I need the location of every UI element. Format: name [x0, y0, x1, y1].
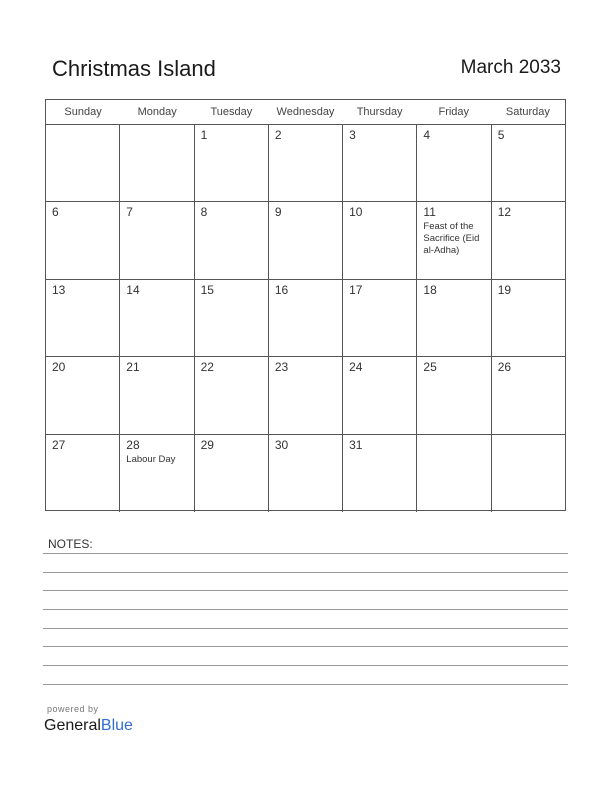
day-number: 8 — [200, 205, 208, 220]
day-number: 6 — [52, 205, 59, 220]
logo-general: General — [44, 717, 101, 734]
weekday-monday: Monday — [137, 106, 177, 118]
day-cell — [342, 435, 416, 512]
day-cell — [342, 357, 416, 433]
day-cell — [119, 202, 193, 278]
day-cell — [46, 125, 119, 201]
weeks-container — [46, 125, 565, 512]
holiday-event: Labour Day — [126, 453, 176, 465]
day-number: 31 — [349, 437, 363, 452]
day-cell — [194, 435, 268, 512]
day-cell — [491, 435, 565, 512]
day-number: 13 — [52, 282, 66, 297]
day-number: 24 — [349, 360, 363, 375]
notes-line — [43, 553, 568, 554]
day-number: 27 — [52, 437, 66, 452]
day-cell — [119, 435, 193, 512]
generalblue-logo[interactable] — [44, 717, 133, 735]
day-number: 3 — [349, 128, 356, 142]
day-number: 17 — [349, 282, 363, 297]
powered-by-text: powered by — [47, 704, 99, 714]
day-cell — [268, 202, 342, 278]
day-cell — [194, 125, 268, 201]
weekday-sunday: Sunday — [64, 106, 102, 118]
day-cell — [416, 435, 490, 512]
day-cell — [416, 125, 490, 201]
day-cell — [342, 202, 416, 278]
day-number: 11 — [423, 205, 436, 220]
day-cell — [491, 125, 565, 201]
day-number: 1 — [200, 128, 208, 142]
day-number: 19 — [497, 282, 512, 297]
holiday-event: Feast of the Sacrifice (Eid al-Adha) — [423, 221, 480, 257]
notes-line — [43, 572, 568, 573]
weekday-wednesday: Wednesday — [276, 106, 335, 118]
day-cell — [416, 202, 490, 278]
week-row — [46, 280, 565, 357]
weekday-saturday: Saturday — [505, 106, 550, 118]
week-row — [46, 202, 565, 279]
notes-line — [43, 590, 568, 591]
day-cell — [268, 357, 342, 433]
day-cell — [194, 357, 268, 433]
day-cell — [491, 280, 565, 356]
day-number: 25 — [423, 360, 437, 375]
day-cell — [342, 125, 416, 201]
notes-line — [43, 609, 568, 610]
day-cell — [491, 357, 565, 433]
day-number: 4 — [423, 128, 431, 142]
day-cell — [268, 435, 342, 512]
day-cell — [46, 357, 119, 433]
day-cell — [268, 125, 342, 201]
notes-line — [43, 628, 568, 629]
weekday-thursday: Thursday — [356, 106, 403, 118]
calendar-country-title: Christmas Island — [52, 56, 216, 81]
notes-line — [43, 684, 568, 685]
day-cell — [46, 202, 119, 278]
day-number: 30 — [274, 437, 289, 452]
calendar-grid — [45, 99, 566, 511]
day-cell — [491, 202, 565, 278]
week-row — [46, 357, 565, 434]
day-number: 22 — [200, 360, 214, 375]
day-number: 15 — [200, 282, 214, 297]
day-number: 18 — [423, 282, 437, 297]
day-number: 5 — [497, 128, 505, 142]
day-number: 29 — [200, 437, 214, 452]
day-number: 20 — [52, 360, 66, 375]
week-row — [46, 125, 565, 202]
notes-line — [43, 646, 568, 647]
day-cell — [342, 280, 416, 356]
day-number: 16 — [274, 282, 289, 297]
day-number: 9 — [274, 205, 282, 220]
day-number: 7 — [126, 205, 133, 220]
weekday-header-row — [46, 100, 565, 125]
day-cell — [119, 125, 193, 201]
day-number: 28 — [126, 437, 140, 452]
day-number: 2 — [274, 128, 282, 142]
calendar-month-title: March 2033 — [460, 57, 561, 78]
day-cell — [416, 357, 490, 433]
week-row — [46, 435, 565, 512]
day-cell — [416, 280, 490, 356]
logo-blue: Blue — [100, 717, 133, 734]
day-number: 12 — [497, 205, 512, 220]
day-number: 10 — [349, 205, 363, 220]
day-number: 14 — [126, 282, 140, 297]
day-number: 26 — [497, 360, 512, 375]
day-cell — [194, 280, 268, 356]
weekday-friday: Friday — [438, 106, 470, 118]
day-cell — [194, 202, 268, 278]
notes-label: NOTES: — [48, 537, 93, 551]
day-cell — [46, 435, 119, 512]
notes-line — [43, 665, 568, 666]
day-number: 23 — [274, 360, 289, 375]
day-cell — [268, 280, 342, 356]
day-cell — [119, 357, 193, 433]
day-cell — [119, 280, 193, 356]
day-cell — [46, 280, 119, 356]
weekday-tuesday: Tuesday — [210, 106, 253, 118]
day-number: 21 — [126, 360, 140, 375]
